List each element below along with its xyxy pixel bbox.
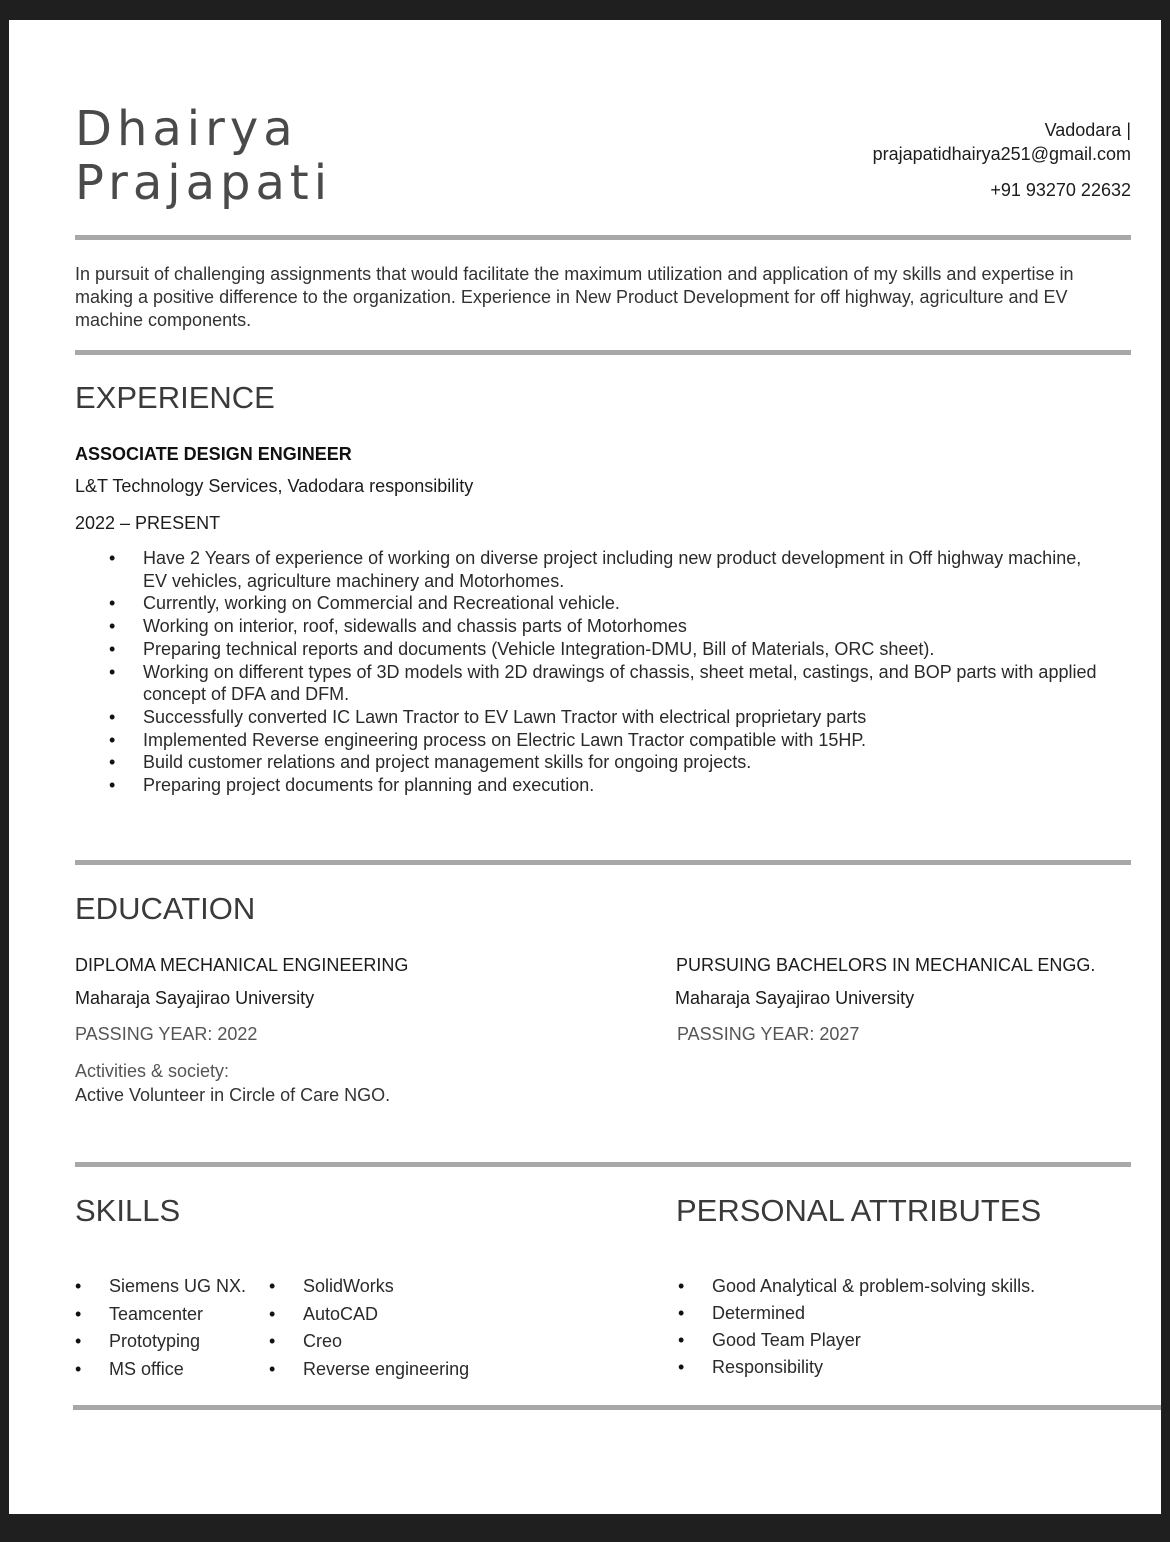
experience-bullets	[75, 547, 1105, 797]
list-item: • Have 2 Years of experience of working on diverse project including new product development in Off highway machine, EV vehicles, agriculture machinery and Motorhomes.	[75, 547, 1105, 592]
skills-list-2	[269, 1273, 499, 1383]
edu-left-year: PASSING YEAR: 2022	[75, 1024, 258, 1044]
edu-right-school: Maharaja Sayajirao University	[675, 988, 915, 1008]
list-item: • Good Team Player	[676, 1327, 1116, 1354]
divider	[75, 860, 1131, 865]
list-item: • Build customer relations and project management skills for ongoing projects.	[75, 751, 1105, 774]
last-name: Prajapati	[75, 155, 333, 211]
divider	[73, 1405, 1161, 1410]
divider	[75, 1162, 1131, 1167]
activities: Active Volunteer in Circle of Care NGO.	[75, 1085, 391, 1105]
summary: In pursuit of challenging assignments that would facilitate the maximum utilization and application of my skills and expertise in making a positive difference to the organization. Experience in New Product Development for off highway, agriculture and EV machine components.	[75, 264, 1074, 330]
edu-right-degree: PURSUING BACHELORS IN MECHANICAL ENGG.	[676, 955, 1096, 975]
list-item: • SolidWorks	[269, 1273, 499, 1301]
list-item: • Reverse engineering	[269, 1356, 499, 1384]
list-item: • Working on different types of 3D models with 2D drawings of chassis, sheet metal, castings, and BOP parts with applied concept of DFA and DFM.	[75, 661, 1105, 706]
list-item: • MS office	[75, 1356, 255, 1384]
list-item: • Good Analytical & problem-solving skills.	[676, 1273, 1116, 1300]
location: Vadodara |	[1044, 120, 1131, 140]
experience-heading: EXPERIENCE	[75, 380, 275, 415]
skills-heading: SKILLS	[75, 1193, 181, 1228]
list-item: • Preparing technical reports and documents (Vehicle Integration-DMU, Bill of Materials, ORC sheet).	[75, 638, 1105, 661]
attributes-heading: PERSONAL ATTRIBUTES	[676, 1193, 1042, 1228]
list-item: • Prototyping	[75, 1328, 255, 1356]
activities-label: Activities & society:	[75, 1061, 230, 1081]
list-item: • Currently, working on Commercial and Recreational vehicle.	[75, 592, 1105, 615]
list-item: • Siemens UG NX.	[75, 1273, 255, 1301]
divider	[75, 235, 1131, 240]
list-item: • Creo	[269, 1328, 499, 1356]
list-item: • Implemented Reverse engineering process on Electric Lawn Tractor compatible with 15HP.	[75, 729, 1105, 752]
edu-left-degree: DIPLOMA MECHANICAL ENGINEERING	[75, 955, 409, 975]
edu-left-school: Maharaja Sayajirao University	[75, 988, 315, 1008]
list-item: • Working on interior, roof, sidewalls and chassis parts of Motorhomes	[75, 615, 1105, 638]
divider	[75, 350, 1131, 355]
period: 2022 – PRESENT	[75, 513, 221, 533]
email[interactable]: prajapatidhairya251@gmail.com	[872, 144, 1131, 164]
first-name: Dhairya	[75, 101, 298, 157]
list-item: • Responsibility	[676, 1354, 1116, 1381]
list-item: • Determined	[676, 1300, 1116, 1327]
education-heading: EDUCATION	[75, 891, 256, 926]
contact-block	[873, 118, 1131, 202]
job-title: ASSOCIATE DESIGN ENGINEER	[75, 444, 352, 464]
attributes-list	[676, 1273, 1116, 1381]
list-item: • AutoCAD	[269, 1301, 499, 1329]
phone[interactable]: +91 93270 22632	[990, 180, 1131, 200]
resume-page	[9, 20, 1161, 1514]
list-item: • Preparing project documents for planning and execution.	[75, 774, 1105, 797]
skills-list-1	[75, 1273, 255, 1383]
name-block	[75, 102, 332, 210]
edu-right-year: PASSING YEAR: 2027	[677, 1024, 860, 1044]
company: L&T Technology Services, Vadodara responsibility	[75, 476, 474, 496]
list-item: • Teamcenter	[75, 1301, 255, 1329]
list-item: • Successfully converted IC Lawn Tractor to EV Lawn Tractor with electrical proprietary parts	[75, 706, 1105, 729]
